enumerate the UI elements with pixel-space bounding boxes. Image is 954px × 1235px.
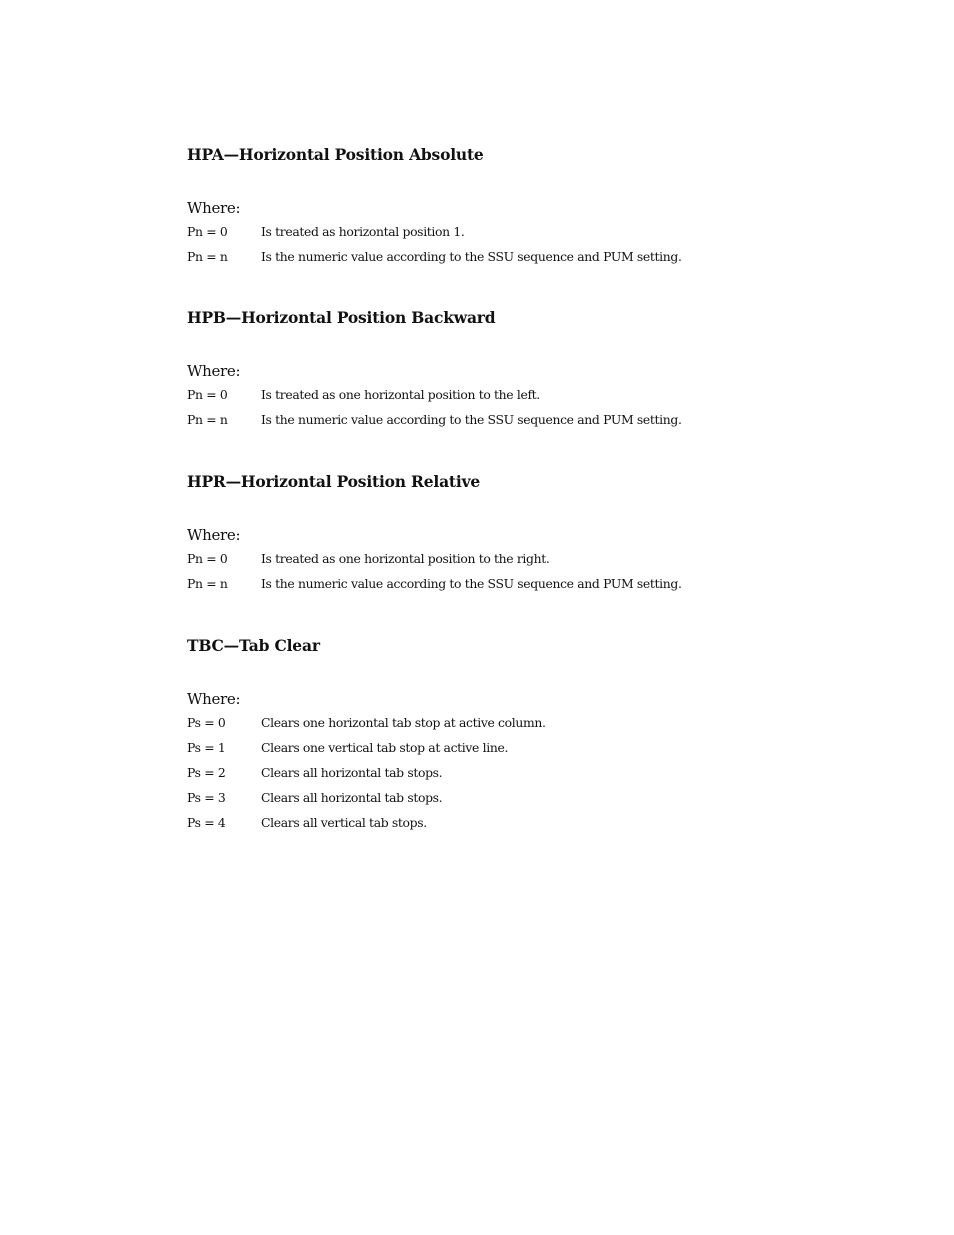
section-title: HPA—Horizontal Position Absolute — [187, 145, 484, 164]
where-label: Where: — [187, 526, 241, 544]
parameter-row — [187, 710, 807, 735]
parameter-row — [187, 571, 807, 596]
parameter-key: Pn = 0 — [187, 551, 228, 566]
section-spacer — [187, 596, 807, 631]
section-tbc — [187, 631, 807, 835]
parameter-row — [187, 735, 807, 760]
where-label: Where: — [187, 199, 241, 217]
parameter-description: Clears all horizontal tab stops. — [261, 765, 443, 780]
section-hpr — [187, 467, 807, 596]
parameter-key: Ps = 3 — [187, 790, 226, 805]
parameter-row — [187, 244, 807, 269]
parameter-list — [187, 219, 807, 269]
parameter-key: Pn = n — [187, 576, 228, 591]
section-title: HPB—Horizontal Position Backward — [187, 308, 496, 327]
section-hpa — [187, 140, 807, 269]
parameter-description: Clears all horizontal tab stops. — [261, 790, 443, 805]
parameter-description: Is treated as horizontal position 1. — [261, 224, 465, 239]
parameter-list — [187, 546, 807, 596]
parameter-description: Is treated as one horizontal position to the right. — [261, 551, 550, 566]
parameter-description: Clears one horizontal tab stop at active column. — [261, 715, 546, 730]
parameter-description: Clears one vertical tab stop at active line. — [261, 740, 509, 755]
section-spacer — [187, 432, 807, 467]
section-spacer — [187, 269, 807, 303]
parameter-description: Is the numeric value according to the SSU sequence and PUM setting. — [261, 412, 682, 427]
parameter-key: Pn = 0 — [187, 224, 228, 239]
parameter-list — [187, 710, 807, 835]
where-label: Where: — [187, 362, 241, 380]
section-title: TBC—Tab Clear — [187, 636, 320, 655]
parameter-row — [187, 382, 807, 407]
parameter-description: Clears all vertical tab stops. — [261, 815, 427, 830]
parameter-description: Is the numeric value according to the SSU sequence and PUM setting. — [261, 576, 682, 591]
parameter-key: Ps = 4 — [187, 815, 226, 830]
parameter-row — [187, 785, 807, 810]
parameter-row — [187, 810, 807, 835]
parameter-key: Ps = 2 — [187, 765, 226, 780]
parameter-row — [187, 219, 807, 244]
parameter-description: Is the numeric value according to the SSU sequence and PUM setting. — [261, 249, 682, 264]
parameter-row — [187, 546, 807, 571]
parameter-row — [187, 407, 807, 432]
parameter-key: Pn = 0 — [187, 387, 228, 402]
parameter-list — [187, 382, 807, 432]
parameter-row — [187, 760, 807, 785]
document-page — [187, 140, 807, 835]
parameter-key: Pn = n — [187, 249, 228, 264]
parameter-description: Is treated as one horizontal position to the left. — [261, 387, 540, 402]
parameter-key: Ps = 0 — [187, 715, 226, 730]
section-hpb — [187, 303, 807, 432]
section-title: HPR—Horizontal Position Relative — [187, 472, 481, 491]
parameter-key: Ps = 1 — [187, 740, 226, 755]
where-label: Where: — [187, 690, 241, 708]
parameter-key: Pn = n — [187, 412, 228, 427]
